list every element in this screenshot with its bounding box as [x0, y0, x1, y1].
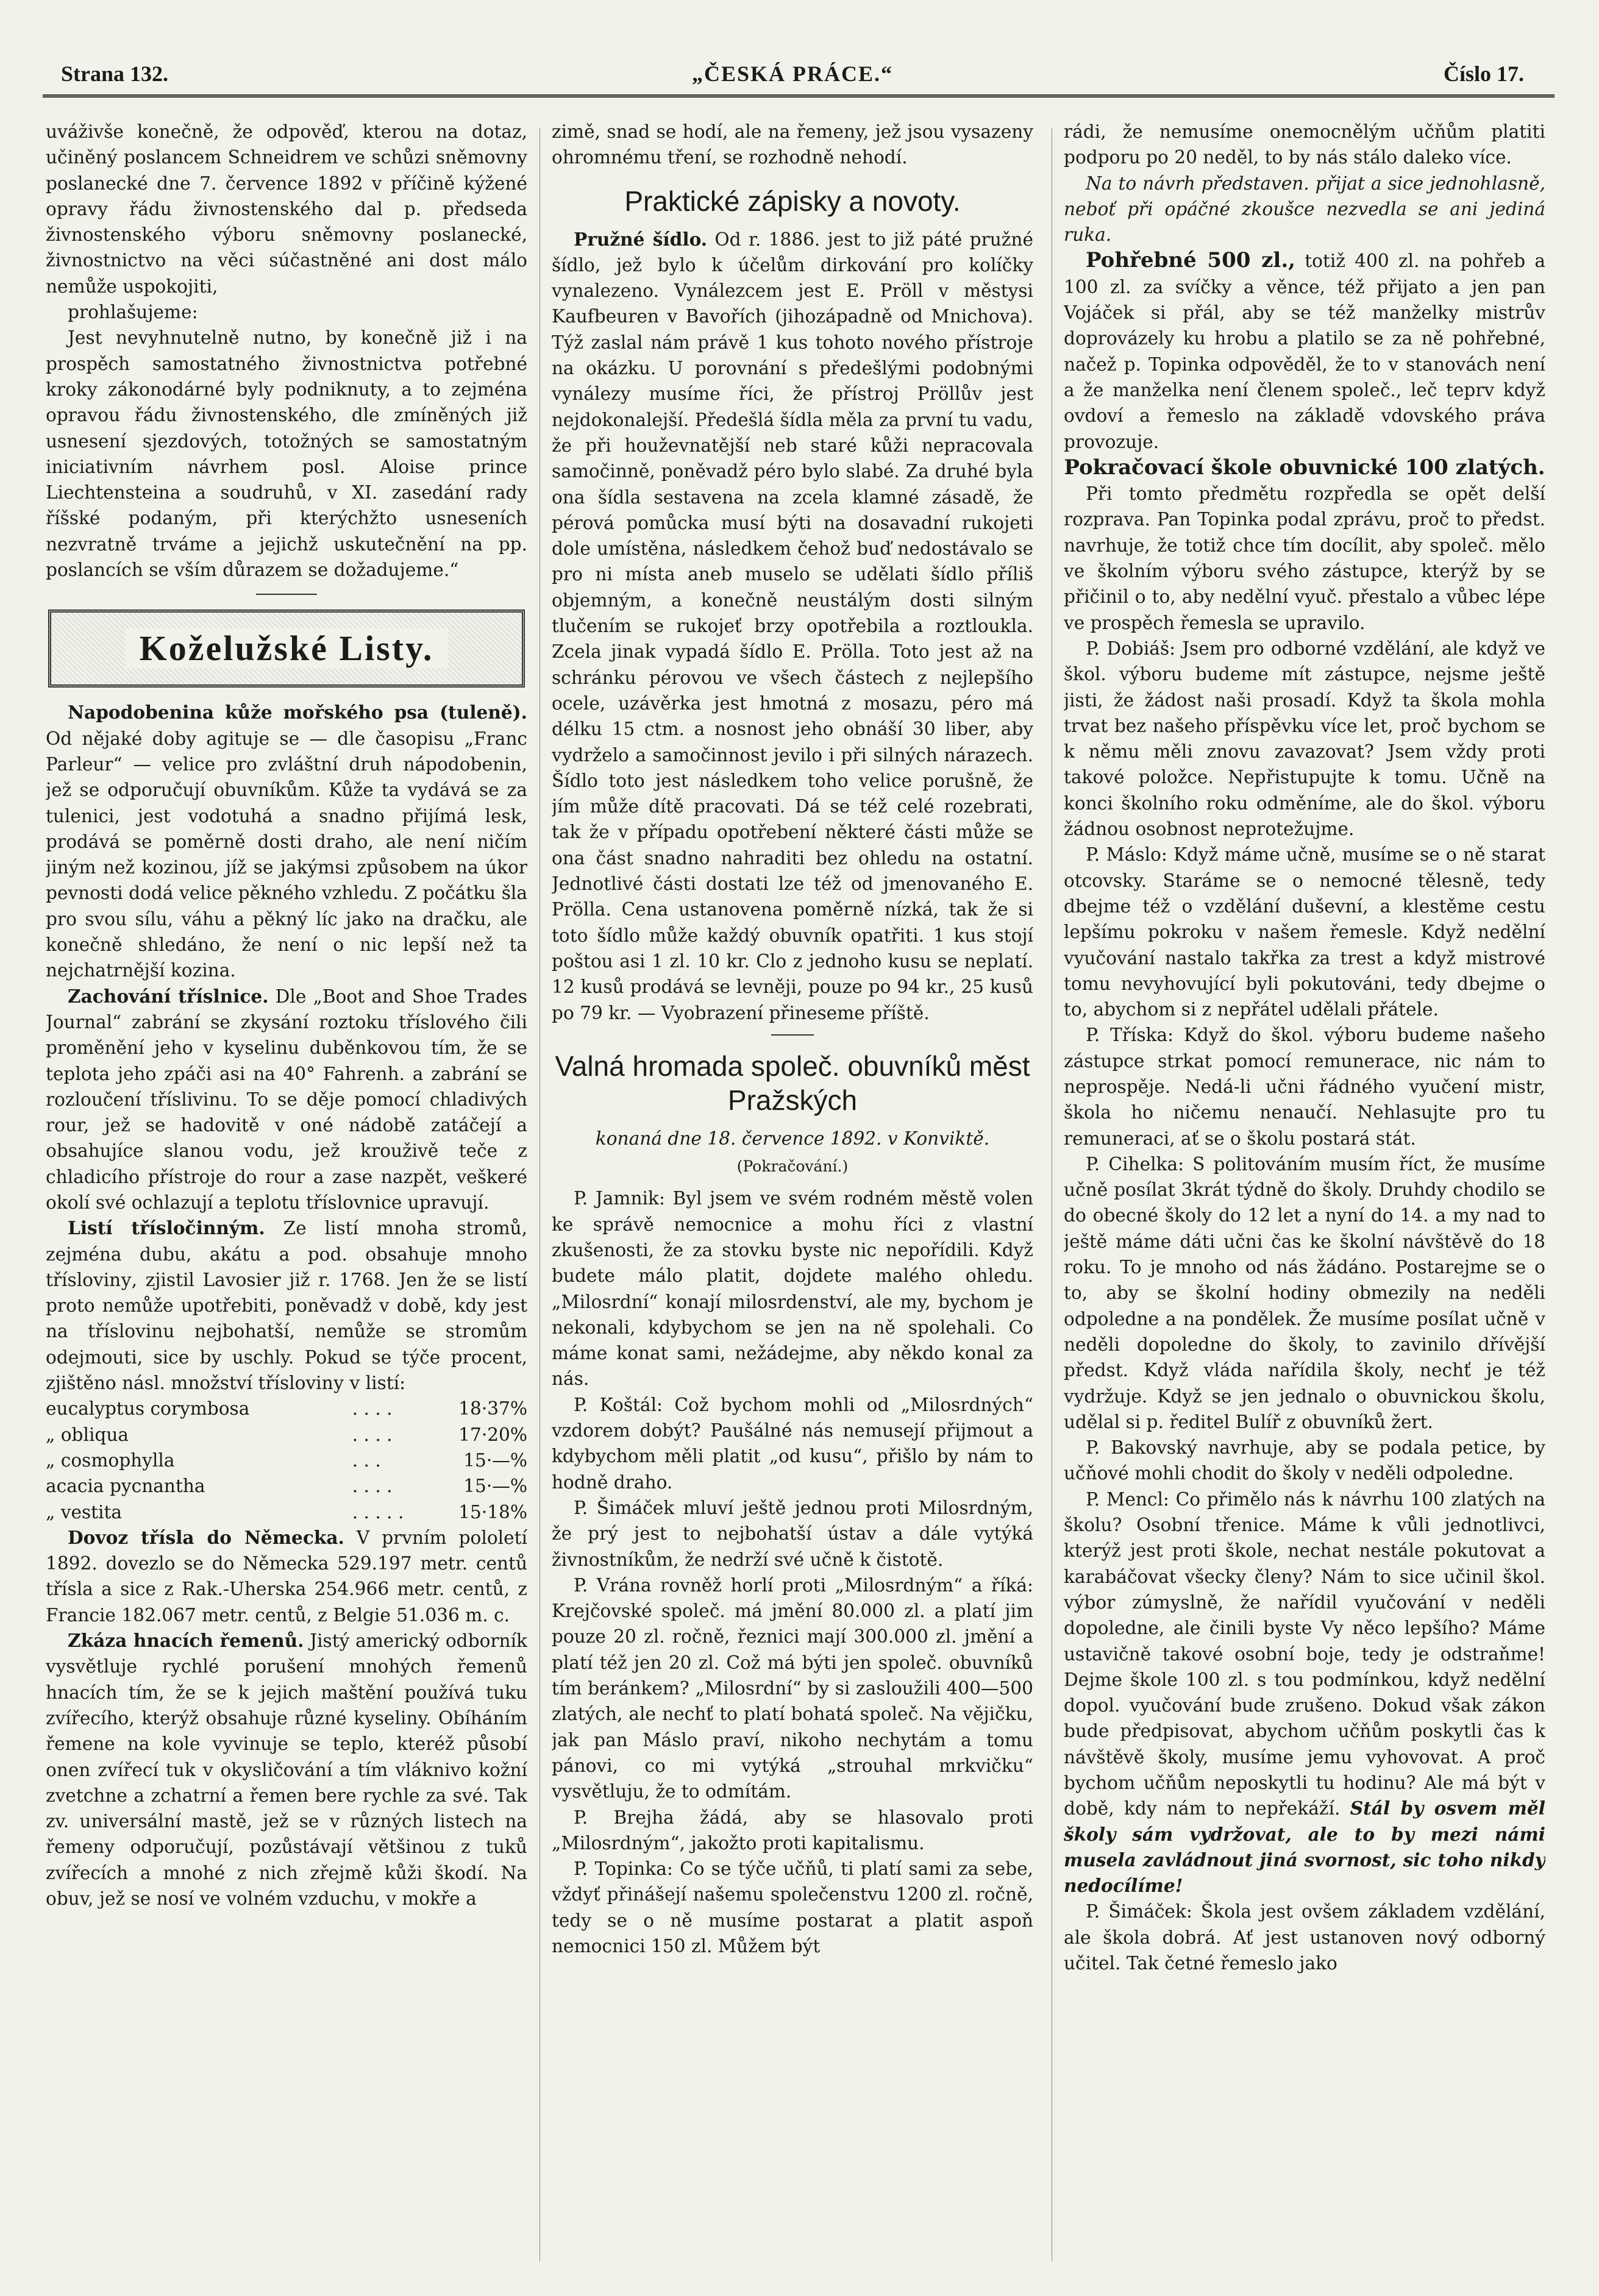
article-body: Od nějaké doby agituje se — dle časopisu „Franc Parleur“ — velice pro zvláštní druh nápodobenin, jež se odporučují obuvníkům. Kůže ta vydává se za tulenici, jest vodotuhá a snadno přijímá lesk, prodává se poměrně dosti draho, ale není ničím jiným než kozinou, jíž se jakýmsi způsobem na úkor pevnosti dodá velice pěkného vzhledu. Z počátku šla pro svou sílu, váhu a pěkný líc jako na dračku, ale konečně shledáno, že není o nic lepší než ta nejchatrnější kozina.: [46, 728, 527, 981]
column-3: [1064, 119, 1545, 2264]
paragraph: P. Dobiáš: Jsem pro odborné vzdělání, ale když ve škol. výboru budeme mít zástupce, nejsme ještě jisti, že žádost naši prosadí. Když ta škola mohla trvat bez našeho příspěvku více let, proč bychom se k němu měli znovu zavazovat? Jsem vždy proti takové položce. Nepřistupujte k tomu. Učně na konci školního roku odměníme, ale do škol. výboru žádnou osobnost neprotežujme.: [1064, 638, 1545, 840]
table-cell: . . . .: [352, 1424, 393, 1445]
section-title: Valná hromada společ. obuvníků měst Pražských: [555, 1050, 1030, 1116]
article-body: Od r. 1886. jest to již páté pružné šídlo, jež bylo k účelům dirkování pro kolíčky vynalezeno. Vynálezcem jest E. Pröll v městysi Kaufbeuren v Bavořích (jihozápadně od Mnichova). Týž zaslal nám právě 1 kus tohoto nového přístroje na okázku. U porovnání s předešlými podobnými vynálezy musíme říci, že přístroj Pröllův jest nejdokonalejší. Předešlá šídla měla za první tu vadu, že při houževnatější neb staré kůži nepracovala samočinně, poněvadž péro bylo slabé. Za druhé byla ona šídla sestavena na zcela klamné zásadě, že pérová pomůcka musí býti na dosavadní rukojeti dole umístěna, následkem čehož buď nedostávalo se pro ni místa aneb muselo se udělati šídlo příliš objemným, a konečně neustálým dosti silným tlučením se rukojeť brzy opotřebila a roztloukla. Zcela jinak vypadá šídlo E. Prölla. Toto jest až na schránku pérovou ve všech částech z nejlepšího ocele, uzávěrka jest hmotná z mosazu, péro má délku 15 ctm. a nosnost jeho obnáší 30 liber, aby vydrželo a samočinnost jevilo i při silných nárazech. Šídlo toto jest následkem toho velice porušně, že jím může dítě pracovati. Dá se též celé rozebrati, tak že v případu opotřebení některé části může se ona část snadno nahraditi bez ohledu na ostatní. Jednotlivé části dostati lze též od jmenovaného E. Prölla. Cena ustanovena poměrně nízká, tak že si toto šídlo může každý obuvník opatřiti. 1 kus stojí poštou asi 1 zl. 10 kr. Clo z jednoho kusu se neplatí. 12 kusů prodává se levněji, pouze po 94 kr., 25 kusů po 79 kr. — Vyobrazení přineseme příště.: [552, 229, 1033, 1023]
paragraph: rádi, že nemusíme onemocnělým učňům platiti podporu po 20 neděl, to by nás stálo daleko více.: [1064, 121, 1545, 168]
paragraph: P. Bakovský navrhuje, aby se podala petice, by učňové mohli chodit do školy v neděli odpoledne.: [1064, 1437, 1545, 1484]
table-row: [46, 1448, 527, 1473]
section-banner-title: Koželužské Listy.: [125, 628, 449, 668]
paragraph: P. Jamnik: Byl jsem ve svém rodném městě volen ke správě nemocnice a mohu říci z vlastní zkušenosti, že za stovku byste nic nepořídili. Když budete málo platit, dojdete malého ohledu. „Milosrdní“ konají milosrdenství, ale my, bychom je nekonali, kdybychom se jen na ně spolehali. Co máme konat sami, nežádejme, aby někdo konal za nás.: [552, 1188, 1033, 1390]
paragraph: P. Koštál: Což bychom mohli od „Milosrdných“ vzdorem dobýt? Paušálné nás nemusejí přijmout a kdybychom měli platit „od kusu“, přišlo by nám to hodně draho.: [552, 1394, 1033, 1493]
article: [46, 1525, 527, 1628]
header-rule: [43, 94, 1554, 98]
article-heading: Pokračovací škole obuvnické 100 zlatých.: [1064, 455, 1545, 480]
paragraph: uváživše konečně, že odpověď, kterou na dotaz, učiněný poslancem Schneidrem ve schůzi sněmovny poslanecké dne 7. července 1892 v příčině kýžené opravy řádu živnostenského dal p. předseda živnostenského výboru sněmovny poslanecké, živnostnictvo na věci súčastněné ani dost málo nemůže uspokojiti,: [46, 121, 527, 297]
paragraph: Jest nevyhnutelně nutno, by konečně již i na prospěch samostatného živnostnictva potřebné kroky zákonodárné byly podniknuty, a to zejména opravou řádu živnostenského, dle zmíněných již usnesení sjezdových, totožných se samostatným iniciativním návrhem posl. Aloise prince Liechtensteina a soudruhů, v XI. zasedání rady říšské podaným, při kterýchžto usneseních nezvratně trváme a jejichž uskutečnění na pp. poslancích se vším důrazem se dožadujeme.“: [46, 327, 527, 581]
section-banner: [48, 610, 525, 688]
article-heading: Pohřebné 500 zl.,: [1086, 248, 1295, 273]
table-cell: . . .: [352, 1449, 381, 1471]
paragraph: P. Cihelka: S politováním musím říct, že musíme učně posílat 3krát týdně do školy. Druhdy chodilo se do obecné školy do 12 let a nyní do 14. a my nad to ještě máme dáti učni čas ke školní návštěvě do 18 roku. To je mnoho od nás žádáno. Postarejme se o to, aby se školní hodiny obmezily na neděli odpoledne a na pondělek. Že musíme posílat učně v neděli dopoledne do školy, to zavinilo dřívější předst. Když vláda nařídila školy, nechť je též vydržuje. Když se jen jednalo o obuvnickou školu, udělal si p. ředitel Bulíř z obuvníků žert.: [1064, 1153, 1545, 1432]
article-heading: Napodobenina kůže mořského psa (tuleně).: [68, 702, 527, 723]
table-cell: „ obliqua: [46, 1424, 129, 1445]
article-heading: Pružné šídlo.: [574, 228, 708, 250]
table-cell: 15·—%: [463, 1476, 527, 1497]
newspaper-title: „ČESKÁ PRÁCE.“: [691, 62, 894, 86]
column-2: [552, 119, 1033, 2264]
table-cell: acacia pycnantha: [46, 1476, 205, 1497]
table-row: [46, 1473, 527, 1499]
emphasis-text: Stál by osvem měl školy sám vydržovat, ale to by mezi námi musela zavládnout jiná svornost, sic toho nikdy nedocílíme!: [1064, 1797, 1545, 1897]
table-cell: . . . .: [352, 1398, 393, 1420]
paragraph-text: P. Mencl: Co přimělo nás k návrhu 100 zlatých na školu? Osobní třenice. Máme k vůli jednotlivci, kterýž jest proti škole, nechat nestále pokutovat a karabáčovat všecky členy? Nám to sice učinil škol. výbor zúmyslně, že nařídil vyučování v neděli dopoledne, ale činili byste Vy něco lepšího? Máme ustavičně takové osobní boje, tedy je odstraňme! Dejme škole 100 zl. s tou podmínkou, když nedělní dopol. vyučování bude zrušeno. Dokud však zákon bude předpisovat, abychom učňům poskytli čas k návštěvě školy, musíme jemu vyhovovat. A proč bychom učňům neposkytli tu hodinu? Ale má být v době, kdy nám to nepřekáží.: [1064, 1488, 1545, 1819]
article: [46, 700, 527, 983]
table-cell: 15·18%: [458, 1501, 527, 1523]
paragraph: P. Máslo: Když máme učně, musíme se o ně starat otcovsky. Staráme se o nemocné tělesně, tedy dbejme též o vzdělání duševní, a klestěme cestu lepšímu pokroku v našem řemesle. Když nedělní vyučování nastalo takřka za trest a když mistrové tomu nevyhovující byli pokutováni, tedy dbejme o to, abychom si z nepřátel udělali přátele.: [1064, 844, 1545, 1020]
table-cell: 15·—%: [463, 1449, 527, 1471]
paragraph: P. Šimáček: Škola jest ovšem základem vzdělání, ale škola dobrá. Ať jest ustanoven nový odborný učitel. Tak četné řemeslo jako: [1064, 1901, 1545, 1974]
divider: [771, 1034, 814, 1036]
article: [1064, 247, 1545, 454]
paragraph: zimě, snad se hodí, ale na řemeny, jež jsou vysazeny ohromnému tření, se rozhodně nehodí.: [552, 121, 1033, 168]
column-1: [46, 119, 527, 2264]
paragraph: P. Brejha žádá, aby se hlasovalo proti „Milosrdným“, jakožto proti kapitalismu.: [552, 1807, 1033, 1854]
table-row: [46, 1422, 527, 1448]
article-heading: Zachování tříslnice.: [68, 985, 269, 1007]
paragraph: P. Topinka: Co se týče učňů, ti platí sami za sebe, vždyť přinášejí našemu společenstvu 1200 zl. ročně, tedy se o ně musíme postarat a platit aspoň nemocnici 150 zl. Můžem být: [552, 1858, 1033, 1957]
paragraph: Na to návrh představen. přijat a sice jednohlasně, neboť při opáčné zkoušce nezvedla se ani jediná ruka.: [1064, 172, 1545, 246]
table-cell: . . . . .: [352, 1501, 404, 1523]
article-body: Ze listí mnoha stromů, zejména dubu, akátu a pod. obsahuje mnoho tříslovinу, zjistil Lavosier již r. 1768. Jen že se listí proto nemůže upotřebiti, poněvadž v době, kdy jest na tříslovinu nejbohatší, nemůže se stromům odejmouti, sice by uschly. Pokud se týče procent, zjištěno násl. množství tříslovinу v listí:: [46, 1218, 527, 1394]
table-cell: 17·20%: [458, 1424, 527, 1445]
paragraph: prohlašujeme:: [68, 302, 198, 323]
article-heading: Zkáza hnacích řemenů.: [68, 1630, 304, 1652]
article: [46, 984, 527, 1216]
continuation-note: (Pokračování.): [736, 1157, 849, 1176]
paragraph: Při tomto předmětu rozpředla se opět delší rozprava. Pan Topinka podal zprávu, proč to předst. navrhuje, že totiž chce tím docílit, aby společ. mělo ve školním výboru svého zástupce, kterýž by se přičinil o to, aby nedělní vyuč. přestalo a vůbec lépe ve prospěch řemesla se upravilo.: [1064, 483, 1545, 633]
table-cell: 18·37%: [458, 1398, 527, 1420]
page-header: [61, 55, 1524, 91]
article-body: Jistý americký odborník vysvětluje rychlé porušení mnohých řemenů hnacích tím, že se k jejich maštění používá tuku zvířecího, kterýž obsahuje různé kyseliny. Obíháním řemene na kole vyvinuje se teplo, kteréž působí onen zvířecí tuk v okysličování a tím vláknivo kožní zvetchne a zchatrní a řemen bere rychle za své. Tak zv. universální mastě, jež se v různých listech na řemeny odporučují, pozůstávají většinou z tuků zvířecích a mnohé z nich zřejmě kůži škodí. Na obuv, jež se nosí ve volném vzduchu, v mokře a: [46, 1630, 527, 1909]
section-subtitle: konaná dne 18. července 1892. v Konviktě.: [595, 1128, 990, 1149]
divider: [256, 594, 317, 595]
article: [46, 1628, 527, 1911]
article-heading: Listí třísločinným.: [68, 1217, 265, 1239]
tannin-table: [46, 1396, 527, 1524]
table-cell: . . . .: [352, 1476, 393, 1497]
table-row: [46, 1499, 527, 1525]
table-cell: „ vestita: [46, 1501, 123, 1523]
issue-number: Číslo 17.: [1443, 62, 1524, 86]
paragraph: P. Vrána rovněž horlí proti „Milosrdným“ a říká: Krejčovské společ. má jmění 80.000 zl. a platí jim pouze 20 zl. ročně, řeznici mají 300.000 zl. jmění a platí též jen 20 zl. Což má býti jen společ. obuvníků tím beránkem? „Milosrdní“ by si zasloužili 400—500 zlatých, ale nechť to platí bohatá společ. Na vějičku, jak pan Máslo praví, nikoho nechytám a tomu pánovi, co mi vytýká „strouhal mrkvičku“ vysvětluju, že to odmítám.: [552, 1574, 1033, 1802]
paragraph: [1064, 1487, 1545, 1899]
page-number: Strana 132.: [61, 62, 169, 86]
article-body: Dle „Boot and Shoe Trades Journal“ zabrání se zkysání roztoku tříslového čili proměnění jeho v kyselinu duběnkovou tím, že se teplota jeho zpáči asi na 40° Fahrenh. a zabrání se rozloučení tříslivinu. To se děje pomocí chladivých rour, jež se hadovitě v oné nádobě zatáčejí a obsahujíce slanou vodu, jež krouživě teče z chladicího přístroje do rour a zase nazpět, veškeré okolí své ochlazují a teplotu tříslovnice upravují.: [46, 986, 527, 1213]
table-cell: eucalyptus corymbosa: [46, 1398, 250, 1420]
article: [46, 1215, 527, 1396]
article-body: V prvním pololetí 1892. dovezlo se do Německa 529.197 metr. centů třísla a sice z Rak.-Uherska 254.966 metr. centů, z Francie 182.067 metr. centů, z Belgie 51.036 m. c.: [46, 1527, 527, 1626]
table-row: [46, 1396, 527, 1421]
table-cell: „ cosmophylla: [46, 1449, 175, 1471]
article-heading-block: [1064, 455, 1545, 481]
article-body: totiž 400 zl. na pohřeb a 100 zl. za svíčky a věnce, též přijato a jen pan Vojáček si přál, aby se též manželky mistrův doprovázely ku hrobu a platilo se za ně pohřebné, načež p. Topinka odpověděl, že to v stanovách není a že manželka není členem společ., leč teprv když ovdoví a řemeslo na základě vdovského práva provozuje.: [1064, 251, 1545, 452]
paragraph: P. Šimáček mluví ještě jednou proti Milosrdným, že prý jest to nejbohatší ústav a dále vytýká živnostníkům, že nedrží své učně k čistotě.: [552, 1497, 1033, 1570]
article: [552, 227, 1033, 1026]
paragraph: P. Tříska: Když do škol. výboru budeme našeho zástupce strkat pomocí remunerace, nic nám to neprospěje. Nedá-li učni řádného vyučení mistr, škola ho ničemu nenaučí. Nehlasujte pro tu remuneraci, ať se o školu postará stát.: [1064, 1025, 1545, 1149]
section-title: Praktické zápisky a novoty.: [624, 185, 961, 217]
article-heading: Dovoz třísla do Německa.: [68, 1526, 344, 1548]
